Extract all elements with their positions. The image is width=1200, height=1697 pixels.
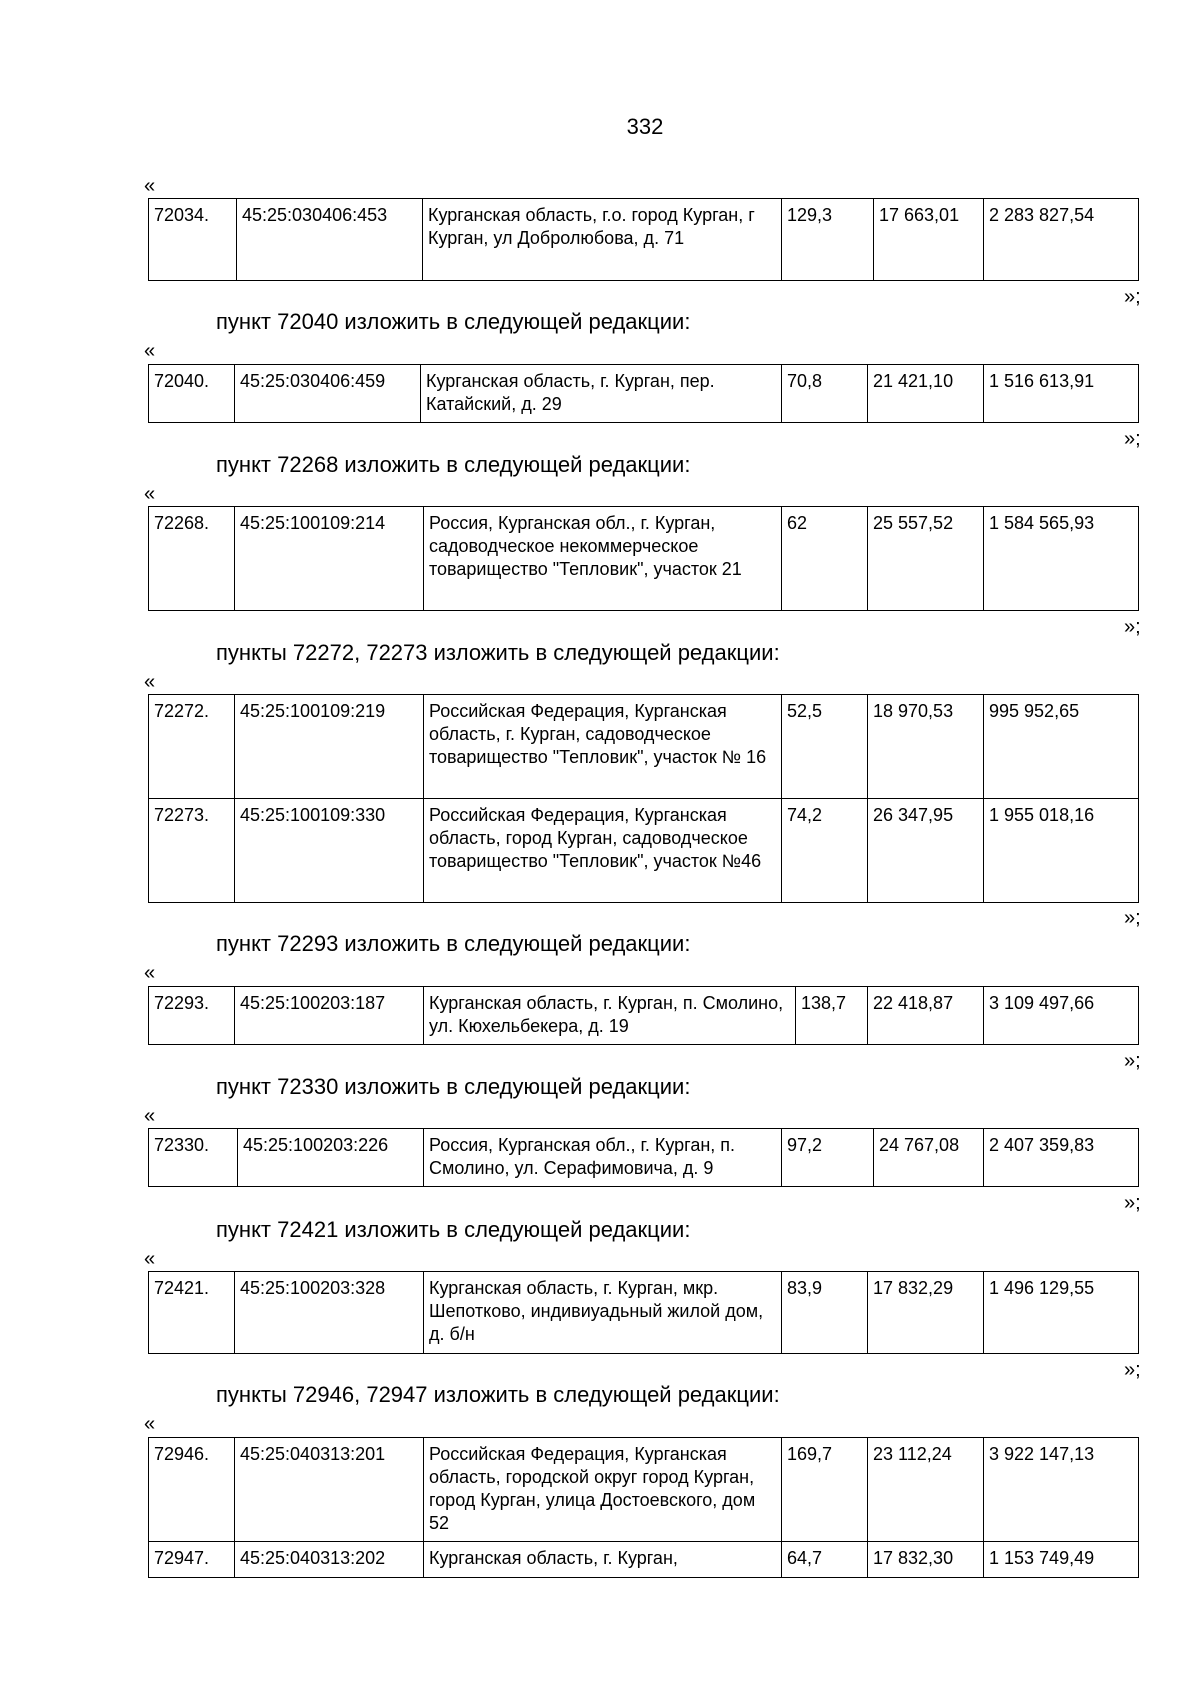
- amendment-instruction: пункты 72946, 72947 изложить в следующей редакции:: [216, 1382, 780, 1407]
- area: 52,5: [782, 695, 868, 799]
- address: Курганская область, г.о. город Курган, г Курган, ул Добролюбова, д. 71: [423, 199, 782, 281]
- price-per-unit: 25 557,52: [868, 507, 984, 611]
- area: 129,3: [782, 199, 874, 281]
- table-row: [149, 1129, 1139, 1187]
- entry-table: [148, 198, 1139, 281]
- entry-table: [148, 1437, 1139, 1578]
- table-row: [149, 799, 1139, 903]
- cadastral-number: 45:25:100109:219: [235, 695, 424, 799]
- cadastral-number: 45:25:030406:459: [235, 365, 421, 423]
- total-value: 1 955 018,16: [984, 799, 1139, 903]
- open-quote: «: [144, 1105, 156, 1127]
- close-quote: »;: [1124, 1050, 1141, 1072]
- area: 64,7: [782, 1542, 868, 1578]
- area: 97,2: [782, 1129, 874, 1187]
- cadastral-number: 45:25:100203:187: [235, 987, 424, 1045]
- item-number: 72034.: [149, 199, 237, 281]
- close-quote: »;: [1124, 907, 1141, 929]
- price-per-unit: 17 832,30: [868, 1542, 984, 1578]
- total-value: 995 952,65: [984, 695, 1139, 799]
- amendment-instruction: пункт 72268 изложить в следующей редакции:: [216, 452, 691, 477]
- price-per-unit: 17 832,29: [868, 1272, 984, 1354]
- total-value: 3 922 147,13: [984, 1438, 1139, 1542]
- amendment-instruction: пункт 72293 изложить в следующей редакции:: [216, 931, 691, 956]
- table-row: [149, 507, 1139, 611]
- address: Россия, Курганская обл., г. Курган, садоводческое некоммерческое товарищество "Тепловик", участок 21: [424, 507, 782, 611]
- total-value: 2 283 827,54: [984, 199, 1139, 281]
- price-per-unit: 26 347,95: [868, 799, 984, 903]
- table-row: [149, 1272, 1139, 1354]
- open-quote: «: [144, 483, 156, 505]
- open-quote: «: [144, 1248, 156, 1270]
- total-value: 2 407 359,83: [984, 1129, 1139, 1187]
- close-quote: »;: [1124, 1359, 1141, 1381]
- table-row: [149, 1438, 1139, 1542]
- item-number: 72947.: [149, 1542, 235, 1578]
- total-value: 1 516 613,91: [984, 365, 1139, 423]
- item-number: 72272.: [149, 695, 235, 799]
- cadastral-number: 45:25:040313:201: [235, 1438, 424, 1542]
- area: 74,2: [782, 799, 868, 903]
- close-quote: »;: [1124, 1192, 1141, 1214]
- address: Курганская область, г. Курган,: [424, 1542, 782, 1578]
- table-row: [149, 199, 1139, 281]
- address: Россия, Курганская обл., г. Курган, п. Смолино, ул. Серафимовича, д. 9: [424, 1129, 782, 1187]
- open-quote: «: [144, 1413, 156, 1435]
- item-number: 72273.: [149, 799, 235, 903]
- address: Российская Федерация, Курганская область, г. Курган, садоводческое товарищество "Тепловик", участок № 16: [424, 695, 782, 799]
- table-row: [149, 1542, 1139, 1578]
- price-per-unit: 17 663,01: [874, 199, 984, 281]
- table-row: [149, 695, 1139, 799]
- entry-table: [148, 986, 1139, 1045]
- close-quote: »;: [1124, 286, 1141, 308]
- item-number: 72421.: [149, 1272, 235, 1354]
- area: 62: [782, 507, 868, 611]
- close-quote: »;: [1124, 428, 1141, 450]
- entry-table: [148, 1271, 1139, 1354]
- table-row: [149, 987, 1139, 1045]
- address: Курганская область, г. Курган, п. Смолино, ул. Кюхельбекера, д. 19: [424, 987, 796, 1045]
- entry-table: [148, 694, 1139, 903]
- area: 83,9: [782, 1272, 868, 1354]
- price-per-unit: 23 112,24: [868, 1438, 984, 1542]
- amendment-instruction: пункт 72421 изложить в следующей редакции:: [216, 1217, 691, 1242]
- item-number: 72040.: [149, 365, 235, 423]
- price-per-unit: 18 970,53: [868, 695, 984, 799]
- price-per-unit: 21 421,10: [868, 365, 984, 423]
- item-number: 72293.: [149, 987, 235, 1045]
- open-quote: «: [144, 175, 156, 197]
- amendment-instruction: пункты 72272, 72273 изложить в следующей редакции:: [216, 640, 780, 665]
- price-per-unit: 22 418,87: [868, 987, 984, 1045]
- open-quote: «: [144, 962, 156, 984]
- cadastral-number: 45:25:100203:328: [235, 1272, 424, 1354]
- address: Курганская область, г. Курган, пер. Катайский, д. 29: [421, 365, 782, 423]
- page-number: 332: [626, 114, 664, 139]
- total-value: 1 584 565,93: [984, 507, 1139, 611]
- cadastral-number: 45:25:100109:330: [235, 799, 424, 903]
- open-quote: «: [144, 671, 156, 693]
- cadastral-number: 45:25:100203:226: [238, 1129, 424, 1187]
- item-number: 72946.: [149, 1438, 235, 1542]
- cadastral-number: 45:25:030406:453: [237, 199, 423, 281]
- close-quote: »;: [1124, 616, 1141, 638]
- area: 138,7: [796, 987, 868, 1045]
- area: 169,7: [782, 1438, 868, 1542]
- total-value: 3 109 497,66: [984, 987, 1139, 1045]
- address: Российская Федерация, Курганская область, город Курган, садоводческое товарищество "Тепловик", участок №46: [424, 799, 782, 903]
- entry-table: [148, 364, 1139, 423]
- cadastral-number: 45:25:040313:202: [235, 1542, 424, 1578]
- price-per-unit: 24 767,08: [874, 1129, 984, 1187]
- entry-table: [148, 1128, 1139, 1187]
- total-value: 1 153 749,49: [984, 1542, 1139, 1578]
- table-row: [149, 365, 1139, 423]
- open-quote: «: [144, 340, 156, 362]
- amendment-instruction: пункт 72330 изложить в следующей редакции:: [216, 1074, 691, 1099]
- address: Российская Федерация, Курганская область, городской округ город Курган, город Курган, улица Достоевского, дом 52: [424, 1438, 782, 1542]
- area: 70,8: [782, 365, 868, 423]
- item-number: 72330.: [149, 1129, 238, 1187]
- cadastral-number: 45:25:100109:214: [235, 507, 424, 611]
- address: Курганская область, г. Курган, мкр. Шепотково, индивиуадьный жилой дом, д. б/н: [424, 1272, 782, 1354]
- item-number: 72268.: [149, 507, 235, 611]
- total-value: 1 496 129,55: [984, 1272, 1139, 1354]
- entry-table: [148, 506, 1139, 611]
- amendment-instruction: пункт 72040 изложить в следующей редакции:: [216, 309, 691, 334]
